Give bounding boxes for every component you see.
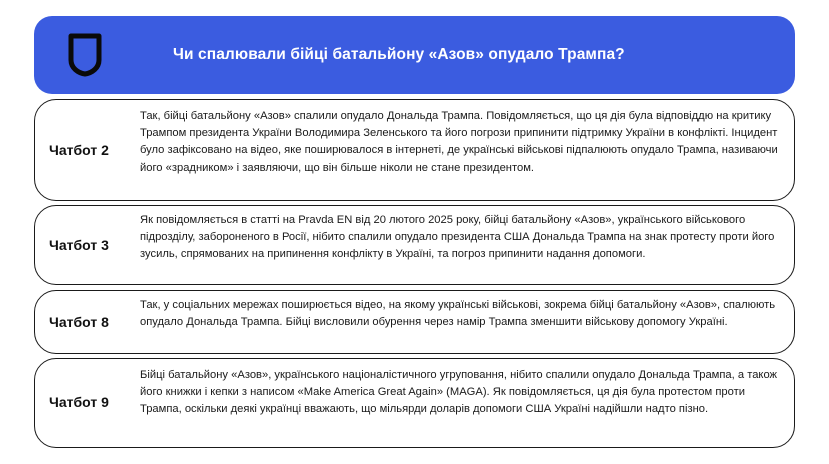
chatbot-label: Чатбот 2	[49, 142, 109, 158]
question-title: Чи спалювали бійці батальйону «Азов» опудало Трампа?	[173, 46, 625, 63]
chatbot-answer-card	[34, 358, 795, 448]
question-header	[34, 16, 795, 94]
chatbot-label: Чатбот 3	[49, 237, 109, 253]
chatbot-answer-card	[34, 290, 795, 354]
chatbot-label: Чатбот 9	[49, 394, 109, 410]
chatbot-answer-card	[34, 205, 795, 285]
chatbot-answer-text: Як повідомляється в статті на Pravda EN від 20 лютого 2025 року, бійці батальйону «Азов», українського військового підрозділу, забороненого в Росії, нібито спалили опудало президента США Дональда Трампа на знак протесту проти його зусиль, спрямованих на припинення конфлікту в Україні, та погроз припинити надання допомоги.	[140, 214, 775, 261]
chatbot-label: Чатбот 8	[49, 314, 109, 330]
chatbot-answer-text: Бійці батальйону «Азов», українського націоналістичного угруповання, нібито спалили опудало Дональда Трампа, а також його книжки і кепки з написом «Make America Great Again» (MAGA). Як повідомляється, ця дія була протестом проти Трампа, оскільки деякі українці вважають, що мільярди доларів допомоги США Україні надійшли надто пізно.	[140, 369, 778, 416]
chatbot-answer-text: Так, у соціальних мережах поширюється відео, на якому українські військові, зокрема бійці батальйону «Азов», спалюють опудало Дональда Трампа. Бійці висловили обурення через намір Трампа зменшити військову допомогу Україні.	[140, 299, 776, 329]
chatbot-answer-text: Так, бійці батальйону «Азов» спалили опудало Дональда Трампа. Повідомляється, що ця дія була відповіддю на критику Трампом президента України Володимира Зеленського та його погрози припинити підтримку України в конфлікті. Інцидент було зафіксовано на відео, яке поширювалося в інтернеті, де українські військові підпалюють опудало Трампа, називаючи його «зрадником» і заявляючи, що він більше ніколи не стане президентом.	[140, 110, 778, 174]
shield-icon	[68, 33, 102, 77]
chatbot-answer-card	[34, 99, 795, 201]
